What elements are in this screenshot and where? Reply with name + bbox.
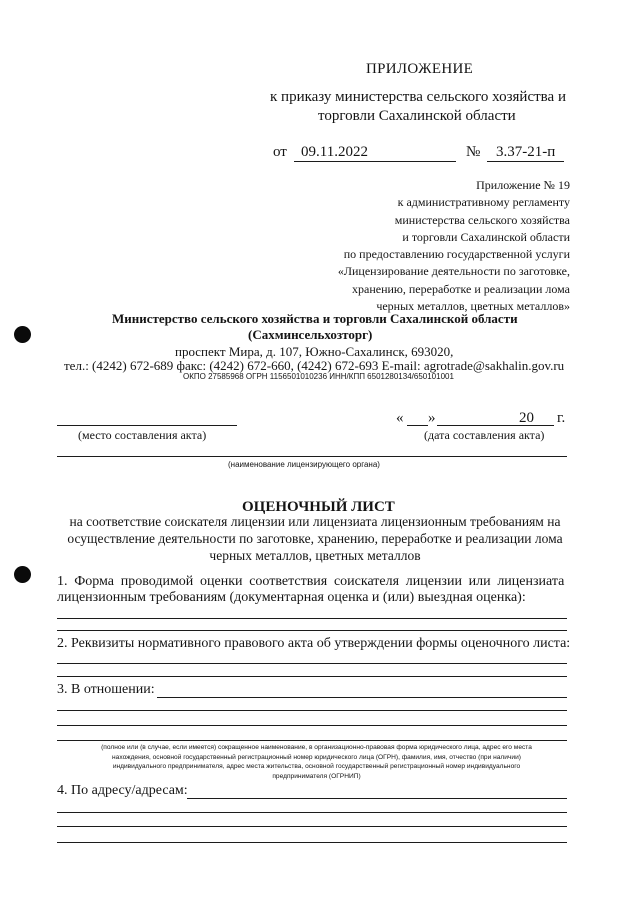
sheet-title: ОЦЕНОЧНЫЙ ЛИСТ — [242, 499, 395, 515]
order-number: 3.37-21-п — [496, 144, 556, 160]
sheet-subtitle-line: черных металлов, цветных металлов — [209, 548, 421, 563]
item4-answer-line — [57, 842, 567, 843]
punch-hole-top — [14, 326, 31, 343]
item2-text: 2. Реквизиты нормативного правового акта об утверждении формы оценочного листа: — [57, 636, 571, 651]
appendix-line: «Лицензирование деятельности по заготовке, — [337, 264, 570, 279]
act-year-prefix: 20 — [519, 410, 534, 426]
item4-answer-line — [187, 798, 567, 799]
appendix-line: к административному регламенту — [397, 195, 570, 210]
ministry-contacts: тел.: (4242) 672-689 факс: (4242) 672-660, (4242) 672-693 E-mail: agrotrade@sakhalin.gov.ru — [64, 358, 565, 373]
sheet-subtitle-line: осуществление деятельности по заготовке, хранению, переработке и реализации лома — [67, 531, 563, 546]
act-day-line — [407, 425, 428, 426]
order-reference-line1: к приказу министерства сельского хозяйства и — [270, 89, 566, 105]
item2-answer-line — [57, 676, 567, 677]
item1-answer-line — [57, 618, 567, 619]
item3-text: 3. В отношении: — [57, 682, 155, 697]
order-number-underline — [487, 161, 564, 162]
appendix-title: ПРИЛОЖЕНИЕ — [366, 61, 474, 77]
ministry-short-name: (Сахминсельхозторг) — [248, 327, 373, 342]
item3-answer-line — [157, 697, 567, 698]
ministry-codes: ОКПО 27585968 ОГРН 1156501010236 ИНН/КПП 6501280134/650101001 — [183, 372, 454, 381]
item3-answer-line — [57, 710, 567, 711]
item3-note-line: предпринимателя (ОГРНИП) — [272, 772, 361, 780]
act-month-line — [437, 425, 554, 426]
appendix-line: по предоставлению государственной услуги — [343, 247, 570, 262]
licensing-organ-line — [57, 456, 567, 457]
order-date-prefix: от — [273, 144, 287, 160]
appendix-line: черных металлов, цветных металлов» — [376, 299, 570, 314]
order-date: 09.11.2022 — [301, 144, 368, 160]
punch-hole-bottom — [14, 566, 31, 583]
item3-answer-line — [57, 725, 567, 726]
licensing-organ-caption: (наименование лицензирующего органа) — [228, 460, 380, 469]
act-date-caption: (дата составления акта) — [424, 428, 545, 442]
sheet-subtitle — [40, 513, 590, 564]
item4-answer-line — [57, 812, 567, 813]
act-year-suffix: г. — [557, 410, 566, 426]
item1-text-line1: 1. Форма проводимой оценки соответствия соискателя лицензии или лицензиата — [57, 574, 565, 589]
order-date-underline — [294, 161, 456, 162]
item4-text: 4. По адресу/адресам: — [57, 783, 188, 798]
item1-answer-line — [57, 630, 567, 631]
item3-note-line: нахождения, основной государственный регистрационный номер юридического лица (ОГРН), фамилия, имя, отчество (при наличии) — [112, 753, 521, 761]
act-close-quote: » — [428, 410, 436, 426]
sheet-subtitle-line: на соответствие соискателя лицензии или лицензиата лицензионным требованиям на — [69, 514, 561, 529]
item3-note — [44, 743, 589, 781]
item3-note-line: (полное или (в случае, если имеется) сокращенное наименование, в организационно-правовая форма юридического лица, адрес его места — [101, 744, 532, 751]
ministry-name: Министерство сельского хозяйства и торговли Сахалинской области — [112, 311, 518, 326]
appendix-line: Приложение № 19 — [476, 178, 570, 192]
item2-answer-line — [57, 663, 567, 664]
appendix-line: министерства сельского хозяйства — [394, 212, 570, 227]
appendix-line: хранению, переработке и реализации лома — [352, 281, 570, 296]
item1-text-line2: лицензионным требованиям (документарная оценка и (или) выездная оценка): — [57, 590, 526, 605]
item3-note-line: индивидуального предпринимателя, адрес места жительства, основной государственный регистрационный номер индивидуального — [112, 763, 521, 771]
item3-answer-line — [57, 740, 567, 741]
item4-answer-line — [57, 826, 567, 827]
order-reference-line2: торговли Сахалинской области — [318, 108, 516, 124]
act-place-line — [57, 425, 237, 426]
act-open-quote: « — [396, 410, 404, 426]
act-place-caption: (место составления акта) — [78, 428, 207, 442]
order-number-prefix: № — [466, 144, 481, 160]
ministry-address: проспект Мира, д. 107, Южно-Сахалинск, 693020, — [175, 344, 454, 359]
appendix-line: и торговли Сахалинской области — [402, 229, 570, 244]
appendix-block — [338, 177, 570, 315]
